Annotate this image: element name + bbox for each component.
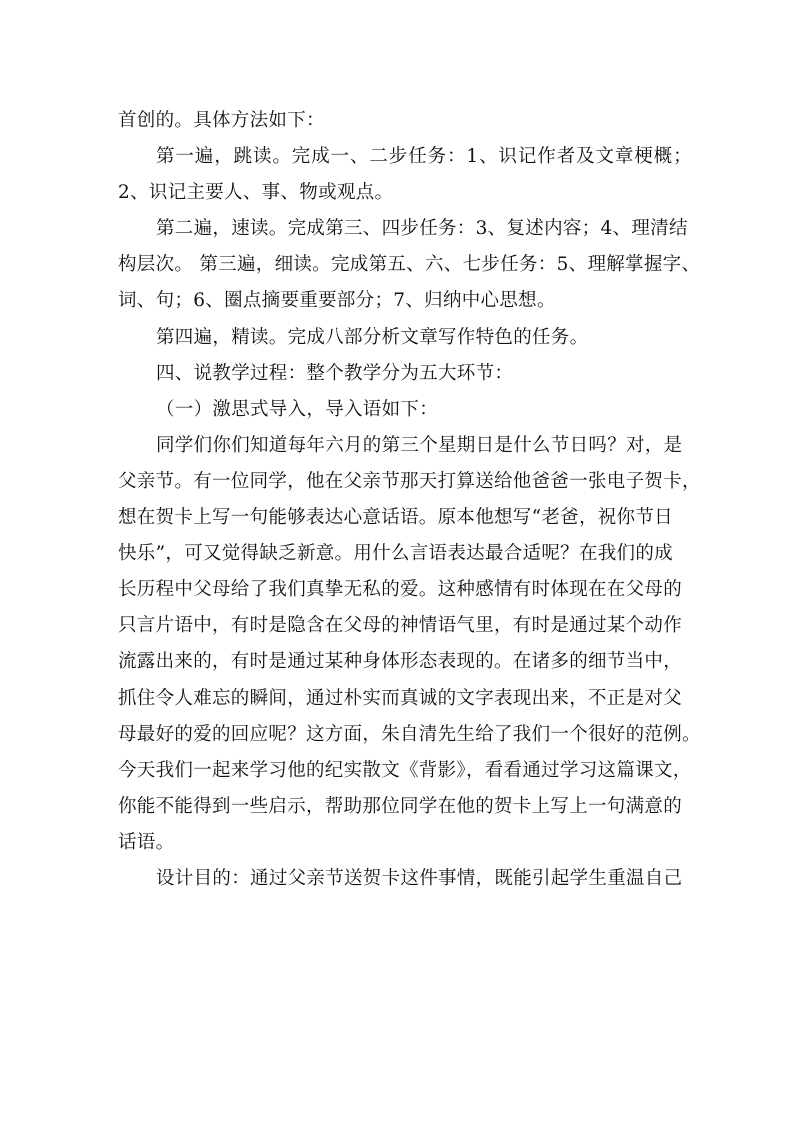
text-line: 首创的。具体方法如下： (118, 110, 325, 131)
text-line: 你能不能得到一些启示，帮助那位同学在他的贺卡上写上一句满意的 (118, 795, 683, 817)
text-line: 四、说教学过程：整个教学分为五大环节： (156, 362, 514, 384)
text-line: 2、识记主要人、事、物或观点。 (118, 182, 394, 204)
text-line: 话语。 (118, 831, 175, 853)
text-line: 快乐”，可又觉得缺乏新意。用什么言语表达最合适呢？在我们的成 (118, 543, 673, 565)
text-line: 想在贺卡上写一句能够表达心意话语。原本他想写“老爸，祝你节日 (118, 507, 673, 529)
text-line: 词、句；6、圈点摘要重要部分；7、归纳中心思想。 (118, 290, 556, 312)
text-line: 流露出来的，有时是通过某种身体形态表现的。在诸多的细节当中， (118, 651, 683, 673)
text-line: （一）激思式导入，导入语如下： (156, 398, 439, 420)
text-line: 母最好的爱的回应呢？这方面，朱自清先生给了我们一个很好的范例。 (118, 723, 701, 745)
text-line: 今天我们一起来学习他的纪实散文《背影》，看看通过学习这篇课文， (118, 759, 692, 781)
text-line: 父亲节。有一位同学，他在父亲节那天打算送给他爸爸一张电子贺卡， (118, 470, 701, 492)
text-line: 抓住令人难忘的瞬间，通过朴实而真诚的文字表现出来，不正是对父 (118, 687, 683, 709)
text-line: 长历程中父母给了我们真挚无私的爱。这种感情有时体现在在父母的 (118, 579, 683, 601)
text-line: 同学们你们知道每年六月的第三个星期日是什么节日吗？对，是 (156, 434, 683, 456)
text-line: 第二遍，速读。完成第三、四步任务：3、复述内容；4、理清结 (156, 218, 688, 240)
document-body (118, 103, 701, 897)
text-line: 构层次。 第三遍，细读。完成第五、六、七步任务：5、理解掌握字、 (118, 254, 701, 276)
text-line: 第四遍，精读。完成八部分析文章写作特色的任务。 (156, 326, 589, 348)
text-line: 只言片语中，有时是隐含在父母的神情语气里，有时是通过某个动作 (118, 615, 683, 637)
text-line: 设计目的：通过父亲节送贺卡这件事情，既能引起学生重温自己 (156, 867, 683, 889)
text-line: 第一遍，跳读。完成一、二步任务：1、识记作者及文章梗概； (156, 146, 693, 168)
